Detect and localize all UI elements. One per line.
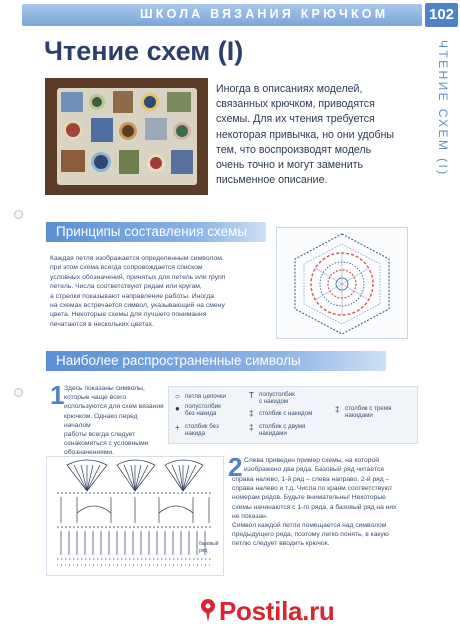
principles-line: Каждая петля изображается определенным символом, <box>50 255 224 262</box>
intro-line: очень точно и могут заменить <box>216 159 364 172</box>
principles-line: цвета. Некоторые схемы для лучшего понимания <box>50 311 207 319</box>
step2-line: не показан. <box>232 512 268 520</box>
intro-line: тем, что воспроизводят модель <box>216 143 372 156</box>
step1-line: крючком. Однако перед началом <box>64 412 138 429</box>
intro-line: связанных крючком, приводятся <box>216 98 375 111</box>
principles-line: печатаются в нескольких цветах. <box>50 320 154 328</box>
step1-line: которые чаще всего <box>64 394 127 402</box>
double-crochet-symbol: ‡ <box>249 409 254 418</box>
step1-line: ознакомиться с условными <box>64 440 149 448</box>
step2-line: справа налево, 1-й ряд – слева направо, 2-й ряд – <box>232 476 390 483</box>
page-header <box>0 0 460 30</box>
intro-paragraph <box>216 82 416 188</box>
step2-line: Символ каждой петли помещается над символом <box>232 522 387 530</box>
step2-line: предыдущего ряда, поэтому легко понять, в какую <box>232 531 389 539</box>
page-number: 102 <box>425 3 458 27</box>
brand-watermark[interactable]: Postila.ru <box>219 596 335 626</box>
page-title: Чтение схем (I) <box>44 36 244 66</box>
step2-line: петлю следует вводить крючок. <box>232 540 330 548</box>
crochet-blanket-image <box>57 88 197 185</box>
base-row-note: базовый ряд <box>199 541 219 555</box>
section-heading-principles <box>46 222 266 242</box>
section-heading-text: Принципы составления схемы <box>56 224 248 239</box>
principles-line: условных обозначений, принятых для петель или групп <box>50 273 226 281</box>
step1-line: Здесь показаны символы, <box>64 385 145 392</box>
stitch-chart-example <box>46 456 224 576</box>
side-title-text: ЧТЕНИЕ СХЕМ (I) <box>436 40 450 177</box>
step2-text <box>244 456 424 474</box>
legend-label: полустолбик без накида <box>185 403 221 418</box>
legend-label: столбик с двумя накидами <box>259 423 306 438</box>
hexagon-diagram <box>276 227 408 339</box>
step2-line: схемы начинаются с 1-го ряда, а базовый ряд на них <box>232 503 397 511</box>
double-treble-symbol: ‡ <box>335 405 340 414</box>
section-heading-text: Наиболее распространенные символы <box>56 353 301 368</box>
legend-label: полустолбик с накидом <box>259 391 295 406</box>
series-title: ШКОЛА ВЯЗАНИЯ КРЮЧКОМ <box>140 7 389 21</box>
step2-line: Слева приведен пример схемы, на которой <box>244 457 379 464</box>
principles-text <box>50 254 272 329</box>
side-title <box>430 40 452 240</box>
principles-line: петель. Числа соответствуют рядам или кругам, <box>50 283 202 291</box>
hexagon-motif-svg <box>277 228 407 338</box>
pin-icon <box>198 598 218 622</box>
slip-stitch-symbol: ● <box>175 404 180 413</box>
stitch-chart-svg <box>47 457 223 575</box>
principles-line: а стрелки показывают направление работы. Иногда <box>50 292 215 300</box>
step1-line: работы всегда следует <box>64 431 136 439</box>
treble-crochet-symbol: ‡ <box>249 423 254 432</box>
step1-text <box>64 384 164 458</box>
intro-line: письменное описание. <box>216 174 328 187</box>
legend-label: петля цепочки <box>185 393 226 400</box>
intro-line: Иногда в описаниях моделей, <box>216 83 363 95</box>
section-heading-symbols <box>46 351 386 371</box>
legend-label: столбик без накида <box>185 423 219 438</box>
principles-line: на схемах встречается символ, указывающий на смену <box>50 302 225 310</box>
step2-line: справа налево и т.д. Числа по краям соответствуют <box>232 485 393 493</box>
symbols-legend <box>168 386 418 444</box>
legend-label: столбик с тремя накидами <box>345 405 392 420</box>
step-number: 1 <box>50 380 65 410</box>
step-number: 2 <box>228 452 243 482</box>
binder-hole <box>14 210 23 219</box>
intro-line: схемы. Для их чтения требуется <box>216 113 375 126</box>
blanket-photo <box>45 78 208 195</box>
step2-text-continued <box>232 475 428 549</box>
step2-line: изображено два ряда. Базовый ряд читается <box>244 466 384 474</box>
chain-stitch-symbol: ○ <box>175 392 180 401</box>
step1-line: используются для схем вязания <box>64 403 164 411</box>
step1-line: обозначениями. <box>64 449 114 457</box>
half-double-symbol: T <box>249 391 254 400</box>
legend-label: столбик с накидом <box>259 410 313 417</box>
intro-line: некоторая привычка, но они удобны <box>216 128 395 141</box>
principles-line: при этом схема всегда сопровождается списком <box>50 264 203 272</box>
single-crochet-symbol: + <box>175 423 180 432</box>
step2-line: номерам рядов. Будьте внимательны! Некоторые <box>232 494 386 502</box>
binder-hole <box>14 388 23 397</box>
